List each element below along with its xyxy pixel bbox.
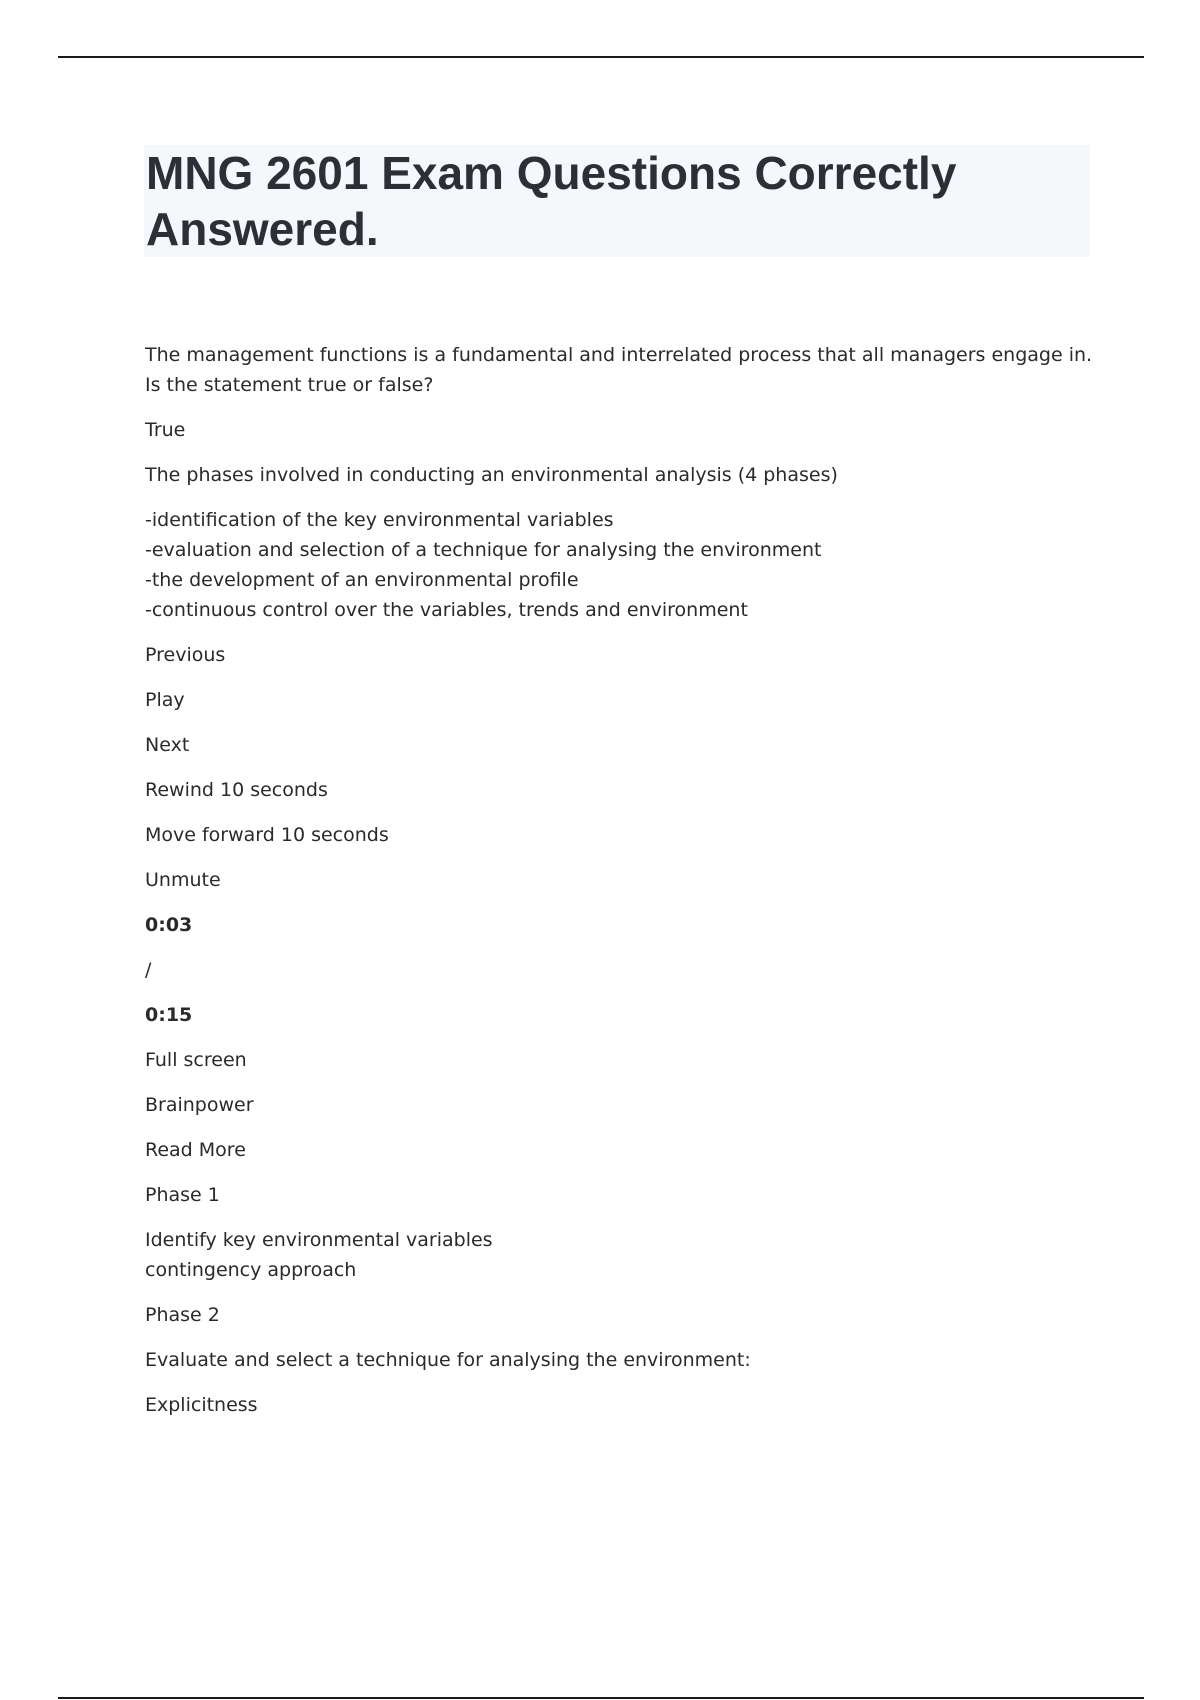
paragraph-line: Rewind 10 seconds bbox=[145, 779, 328, 801]
document-paragraph bbox=[145, 1300, 1105, 1330]
paragraph-line: Full screen bbox=[145, 1049, 247, 1071]
document-paragraph bbox=[145, 1345, 1105, 1375]
paragraph-line: Move forward 10 seconds bbox=[145, 824, 389, 846]
document-paragraph bbox=[145, 955, 1105, 985]
document-paragraph bbox=[145, 340, 1105, 400]
document-body bbox=[145, 340, 1105, 1435]
paragraph-line: True bbox=[145, 419, 186, 441]
paragraph-line: contingency approach bbox=[145, 1259, 357, 1281]
page-title: MNG 2601 Exam Questions Correctly Answered. bbox=[146, 147, 957, 255]
paragraph-line: / bbox=[145, 959, 152, 981]
top-rule bbox=[58, 56, 1144, 58]
paragraph-line: -evaluation and selection of a technique for analysing the environment bbox=[145, 539, 822, 561]
paragraph-line: Phase 1 bbox=[145, 1184, 220, 1206]
document-paragraph bbox=[145, 1135, 1105, 1165]
document-paragraph bbox=[145, 1225, 1105, 1285]
document-paragraph bbox=[145, 865, 1105, 895]
paragraph-line: 0:15 bbox=[145, 1004, 193, 1026]
document-paragraph bbox=[145, 685, 1105, 715]
paragraph-line: -the development of an environmental profile bbox=[145, 569, 579, 591]
document-paragraph bbox=[145, 415, 1105, 445]
document-paragraph bbox=[145, 1045, 1105, 1075]
document-paragraph bbox=[145, 1000, 1105, 1030]
paragraph-line: The phases involved in conducting an environmental analysis (4 phases) bbox=[145, 464, 838, 486]
paragraph-line: Previous bbox=[145, 644, 226, 666]
paragraph-line: -continuous control over the variables, trends and environment bbox=[145, 599, 748, 621]
title-box bbox=[144, 145, 1090, 257]
paragraph-line: 0:03 bbox=[145, 914, 193, 936]
paragraph-line: The management functions is a fundamental and interrelated process that all managers engage in. Is the statement true or false? bbox=[145, 344, 1093, 396]
paragraph-line: Identify key environmental variables bbox=[145, 1229, 493, 1251]
document-paragraph bbox=[145, 910, 1105, 940]
document-paragraph bbox=[145, 640, 1105, 670]
document-paragraph bbox=[145, 1180, 1105, 1210]
document-paragraph bbox=[145, 1090, 1105, 1120]
document-paragraph bbox=[145, 775, 1105, 805]
document-paragraph bbox=[145, 505, 1105, 625]
paragraph-line: Play bbox=[145, 689, 185, 711]
document-paragraph bbox=[145, 730, 1105, 760]
paragraph-line: Unmute bbox=[145, 869, 221, 891]
paragraph-line: Explicitness bbox=[145, 1394, 258, 1416]
document-paragraph bbox=[145, 460, 1105, 490]
paragraph-line: Next bbox=[145, 734, 190, 756]
document-paragraph bbox=[145, 820, 1105, 850]
bottom-rule bbox=[58, 1697, 1144, 1699]
document-paragraph bbox=[145, 1390, 1105, 1420]
paragraph-line: Evaluate and select a technique for analysing the environment: bbox=[145, 1349, 751, 1371]
paragraph-line: -identification of the key environmental variables bbox=[145, 509, 614, 531]
paragraph-line: Phase 2 bbox=[145, 1304, 220, 1326]
paragraph-line: Brainpower bbox=[145, 1094, 254, 1116]
paragraph-line: Read More bbox=[145, 1139, 246, 1161]
